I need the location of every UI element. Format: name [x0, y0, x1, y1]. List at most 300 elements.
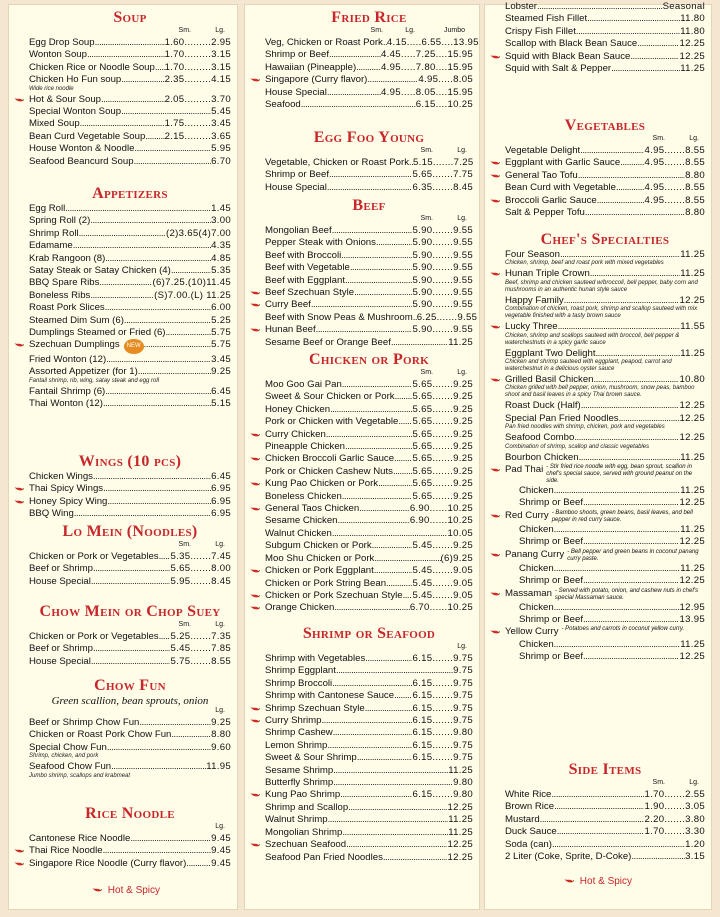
menu-item [505, 524, 705, 536]
item-name: General Taos Chicken [265, 503, 360, 515]
size-label-lg: Lg. [457, 643, 467, 650]
item-name: Egg Drop Soup [29, 37, 95, 48]
item-name: Seafood Beancurd Soup [29, 155, 134, 167]
dot-leader [631, 851, 685, 863]
size-label-sm: Sm. [370, 27, 383, 34]
item-price: 11.25 [680, 485, 705, 497]
item-price: 6.15.......9.75 [412, 702, 473, 714]
item-name: Egg Roll [29, 203, 66, 214]
item-description: Jumbo shrimp, scallops and krabmeat [29, 772, 131, 779]
menu-item [265, 814, 473, 826]
dot-leader [332, 225, 413, 237]
item-name: Eggplant with Garlic Sauce [505, 157, 621, 169]
pepper-icon [490, 467, 500, 473]
dot-leader [583, 575, 679, 587]
menu-item [265, 416, 473, 428]
pepper-icon [14, 486, 24, 492]
menu-item [29, 49, 231, 61]
item-price: 12.25 [447, 851, 473, 863]
section-title: Soup [113, 9, 147, 26]
size-header [265, 369, 473, 379]
menu-item [505, 249, 705, 261]
item-name: Bean Curd Vegetable Soup [29, 130, 146, 142]
item-price: 5.65.......8.00 [170, 563, 231, 575]
menu-item [29, 327, 231, 339]
menu-item [265, 379, 473, 391]
size-header [29, 707, 231, 717]
item-name: Honey Chicken [265, 403, 331, 415]
item-price: 1.45 [211, 203, 231, 214]
dot-leader [103, 845, 212, 857]
item-price: 12.25 [679, 651, 705, 663]
menu-item [265, 391, 473, 403]
item-price: 12.25 [447, 801, 473, 813]
menu-section [29, 523, 231, 588]
item-name: Shrimp Broccoli [265, 677, 333, 689]
item-name: Sesame Chicken [265, 515, 338, 527]
dot-leader [101, 94, 165, 106]
menu-item [265, 49, 473, 61]
dot-leader [65, 203, 211, 215]
size-header [29, 621, 231, 631]
menu-item [29, 106, 231, 118]
dot-leader [73, 240, 211, 252]
item-price: 6.25.......9.55 [416, 311, 478, 323]
menu-section [29, 9, 231, 168]
item-price: 5.45.......9.05 [412, 589, 473, 601]
menu-item [265, 540, 473, 552]
item-name: Four Season [505, 249, 560, 260]
pepper-icon [490, 160, 500, 166]
item-name: House Special [265, 86, 327, 98]
menu-item [505, 814, 705, 826]
item-price: 4.95.....7.80....15.95 [381, 61, 473, 73]
dot-leader [322, 715, 413, 727]
item-price: 1.75.........3.45 [164, 118, 231, 130]
pepper-icon [490, 173, 500, 179]
dot-leader [334, 602, 409, 614]
item-name: White Rice [505, 789, 552, 800]
pepper-icon [250, 568, 260, 574]
item-name: Shrimp with Cantonese Sauce [265, 690, 395, 702]
item-name: Veg, Chicken or Roast Pork [265, 37, 383, 48]
dot-leader [585, 207, 685, 219]
menu-column-1 [8, 4, 238, 910]
dot-leader [378, 478, 412, 490]
size-header [505, 135, 705, 145]
menu-item [29, 833, 231, 845]
item-price: 5.65.......9.25 [412, 441, 473, 453]
dot-leader [578, 170, 685, 182]
dot-leader [554, 602, 680, 614]
item-name: Fried Wonton (12) [29, 353, 107, 365]
item-price: 12.25 [679, 38, 705, 50]
item-name: Eggplant Two Delight [505, 347, 596, 359]
size-header [265, 147, 473, 157]
item-name: Sweet & Sour Shrimp [265, 752, 357, 764]
menu-item [505, 63, 705, 75]
item-name: Grilled Basil Chicken [505, 374, 594, 386]
menu-item [505, 801, 705, 813]
item-price: (6)9.25 [440, 552, 473, 564]
dot-leader [332, 678, 412, 690]
dot-leader [80, 118, 165, 130]
item-name: Chicken [519, 601, 554, 613]
menu-item [265, 62, 473, 74]
menu-item [29, 265, 231, 277]
dot-leader [554, 524, 681, 536]
dot-leader [345, 275, 412, 287]
pepper-icon [490, 513, 500, 519]
item-name: Singapore Rice Noodle (Curry flavor) [29, 857, 187, 869]
dot-leader [79, 228, 166, 240]
menu-item [29, 471, 231, 483]
item-price: 12.25 [679, 412, 705, 424]
dot-leader [551, 789, 644, 801]
size-label-sm: Sm. [178, 541, 191, 548]
menu-item [29, 366, 231, 378]
item-price: 4.95.......8.55 [644, 194, 705, 206]
menu-item [265, 578, 473, 590]
item-price: 11.25 [680, 347, 705, 359]
dot-leader [345, 441, 412, 453]
menu-section [505, 761, 705, 863]
menu-item [29, 74, 231, 86]
item-name: Mongolian Shrimp [265, 826, 343, 838]
item-name: Beef Szechuan Style [265, 287, 355, 299]
size-label-sm: Sm. [652, 135, 665, 142]
dot-leader [365, 703, 413, 715]
menu-item [505, 789, 705, 801]
size-label-sm: Sm. [420, 215, 433, 222]
dot-leader [579, 452, 681, 464]
size-label-sm: Sm. [420, 369, 433, 376]
item-price: 5.45.......9.25 [412, 540, 473, 552]
dot-leader [395, 391, 413, 403]
menu-item [29, 315, 231, 327]
item-price: 3.45 [211, 353, 231, 365]
menu-section [29, 805, 231, 870]
item-name: House Special [265, 181, 327, 193]
section-title: Beef [352, 197, 386, 214]
item-price: 12.25 [447, 839, 473, 851]
menu-item [265, 337, 473, 349]
pepper-icon [250, 77, 260, 83]
item-price: 12.25 [679, 575, 705, 587]
item-name: Kung Pao Shrimp [265, 789, 341, 801]
item-name: Pad Thai [505, 464, 544, 476]
dot-leader [554, 801, 644, 813]
dot-leader [121, 106, 211, 118]
legend-label: Hot & Spicy [107, 885, 161, 896]
pepper-icon [250, 792, 260, 798]
menu-item [265, 665, 473, 677]
dot-leader [374, 565, 413, 577]
item-description: Chicken and shrimp sauteed with eggplant, peapod, carrot and waterchestnut in a delicious oyster sauce [505, 359, 672, 373]
item-price: 12.25 [679, 400, 705, 412]
dot-leader [620, 157, 644, 169]
menu-item [265, 839, 473, 851]
item-price: 9.45 [211, 857, 231, 869]
dot-leader [107, 496, 211, 508]
item-name: Happy Family [505, 294, 564, 306]
menu-item [29, 729, 231, 741]
item-name: Chicken Ho Fun soup [29, 74, 122, 86]
menu-item [265, 653, 473, 665]
dot-leader [554, 563, 681, 575]
item-name: Yellow Curry [505, 626, 559, 638]
item-description: - Potatoes and carrots in coconut yellow curry. [561, 626, 685, 633]
item-price: 10.80 [679, 374, 705, 386]
item-description: Wide rice noodle [29, 85, 74, 92]
menu-item [29, 62, 231, 74]
dot-leader [637, 38, 679, 50]
item-description: Shrimp, chicken, and pork [29, 753, 99, 760]
pepper-icon [490, 324, 500, 330]
dot-leader [537, 1, 663, 13]
item-name: Shrimp or Beef [519, 536, 583, 548]
menu-item [505, 464, 705, 485]
item-name: Hunan Beef [265, 324, 316, 336]
menu-item [29, 156, 231, 168]
item-price: 11.25 [448, 336, 473, 348]
dot-leader [327, 182, 413, 194]
size-header [29, 541, 231, 551]
item-price: 5.65.......7.75 [412, 169, 473, 181]
item-price: 4.95.......8.55 [644, 145, 705, 156]
item-name: Roast Pork Slices [29, 302, 105, 314]
menu-item [265, 752, 473, 764]
dot-leader [590, 268, 680, 280]
menu-item [265, 169, 473, 181]
item-name: Hunan Triple Crown [505, 268, 590, 280]
item-name: Seafood Combo [505, 432, 575, 444]
item-price: 12.25 [679, 50, 705, 62]
item-description: Chicken, shrimp and scallops sauteed with broccoli, bell pepper & waterchestnuts in a spicy garlic sauce [505, 332, 680, 346]
pepper-icon [490, 629, 500, 635]
item-name: BBQ Wing [29, 508, 74, 520]
item-name: Kung Pao Chicken or Pork [265, 478, 379, 490]
dot-leader [403, 590, 413, 602]
item-name: Bean Curd with Vegetable [505, 182, 616, 194]
menu-item [265, 453, 473, 465]
item-name: Steamed Fish Fillet [505, 13, 588, 25]
dot-leader [619, 413, 680, 425]
menu-item [29, 386, 231, 398]
item-price: 12.25 [679, 536, 705, 548]
item-name: Singapore (Curry flavor) [265, 74, 368, 86]
item-price: 6.00 [211, 302, 231, 314]
item-price: 5.65.......9.25 [412, 428, 473, 440]
menu-item [265, 87, 473, 99]
menu-item [265, 802, 473, 814]
dot-leader [139, 717, 211, 729]
dot-leader [130, 833, 211, 845]
item-price: 9.60 [211, 741, 231, 753]
item-name: Squid with Black Bean Sauce [505, 50, 631, 62]
pepper-icon [490, 271, 500, 277]
section-title: Rice Noodle [85, 805, 175, 822]
menu-section [265, 625, 473, 864]
menu-item [505, 485, 705, 497]
dot-leader [186, 858, 211, 870]
item-name: Vegetable Delight [505, 145, 581, 156]
dot-leader [87, 49, 165, 61]
dot-leader [330, 404, 412, 416]
dot-leader [580, 145, 644, 157]
dot-leader [583, 497, 679, 509]
dot-leader [301, 99, 416, 111]
item-price: 4.95.......8.55 [644, 182, 705, 194]
menu-item [265, 515, 473, 527]
item-price: 4.95.....8.05 [418, 74, 473, 86]
menu-item [505, 452, 705, 464]
item-price: 5.90.......9.55 [412, 262, 473, 274]
dot-leader [124, 315, 211, 327]
item-name: House Wonton & Noodle [29, 143, 135, 155]
menu-item [29, 742, 231, 754]
menu-section [29, 453, 231, 521]
item-description: - Bamboo shoots, green beans, basil leaves, and bell pepper in red curry sauce. [551, 509, 693, 523]
menu-item [505, 413, 705, 425]
menu-item [505, 614, 705, 626]
item-price: 5.65.......9.25 [412, 416, 473, 428]
size-label-lg: Lg. [405, 27, 415, 34]
menu-item [265, 275, 473, 287]
item-price: 11.25 [680, 523, 705, 535]
item-description: - Stir fried rice noodle with egg, bean sprout, scallion in chef's special sauce, served with ground peanut on the side. [546, 464, 693, 485]
section-title: Chow Fun [94, 677, 166, 694]
item-price: 6.45 [211, 385, 231, 397]
pepper-icon [92, 885, 102, 896]
menu-item [29, 717, 231, 729]
item-price: 6.15....10.25 [415, 99, 473, 111]
item-name: Soda (can) [505, 838, 552, 850]
menu-item [265, 429, 473, 441]
item-name: Shrimp or Beef [265, 49, 329, 61]
hot-spicy-legend [92, 885, 160, 896]
menu-item [265, 690, 473, 702]
menu-item [505, 626, 705, 638]
item-name: Thai Spicy Wings [29, 483, 104, 495]
dot-leader [583, 651, 679, 663]
pepper-icon [490, 377, 500, 383]
item-name: Pepper Steak with Onions [265, 237, 376, 249]
item-description: Chicken grilled with bell pepper, onion, mushroom, snow peas, bamboo shoot and basil leaves in a spicy Thai brown sauce. [505, 385, 695, 399]
menu-item [505, 563, 705, 575]
item-price: 6.95 [211, 508, 231, 520]
menu-section [265, 129, 473, 194]
size-label-jumbo: Jumbo [443, 27, 465, 34]
item-name: Scallop with Black Bean Sauce [505, 38, 638, 50]
pepper-icon [250, 432, 260, 438]
menu-item [265, 250, 473, 262]
item-price: 4.85 [211, 252, 231, 264]
item-name: House Special [29, 655, 91, 667]
item-price: 5.45.......9.05 [412, 565, 473, 577]
menu-item [265, 37, 479, 49]
menu-section [29, 603, 231, 668]
item-name: Hot & Sour Soup [29, 93, 101, 105]
item-price: 5.90.......9.55 [412, 274, 473, 286]
item-price: 5.65.......9.25 [412, 465, 473, 477]
dot-leader [342, 827, 448, 839]
item-price: 9.25 [211, 717, 231, 728]
item-name: Shrimp or Beef [519, 651, 583, 663]
new-badge: NEW [124, 339, 144, 353]
section-title: Fried Rice [331, 9, 407, 26]
dot-leader [333, 727, 413, 739]
item-price: 8.80 [685, 207, 705, 219]
item-name: Chicken or Pork Eggplant [265, 565, 374, 577]
item-name: Special Chow Fun [29, 741, 107, 753]
menu-item [29, 483, 231, 495]
pepper-icon [564, 876, 574, 887]
pepper-icon [250, 290, 260, 296]
size-label-lg: Lg. [457, 369, 467, 376]
size-header [505, 779, 705, 789]
item-name: Pineapple Chicken [265, 441, 346, 453]
menu-item [29, 496, 231, 508]
item-name: Chicken [519, 485, 554, 497]
menu-item [505, 374, 705, 386]
dot-leader [329, 169, 412, 181]
item-name: Butterfly Shrimp [265, 777, 334, 789]
dot-leader [540, 814, 645, 826]
dot-leader [394, 690, 412, 702]
item-name: Special Wonton Soup [29, 106, 122, 118]
item-name: Chicken or Pork Szechuan Style [265, 589, 403, 601]
menu-item [265, 715, 473, 727]
item-name: Curry Beef [265, 299, 311, 311]
dot-leader [611, 63, 680, 75]
section-note: Green scallion, bean sprouts, onion [51, 695, 209, 707]
pepper-icon [250, 302, 260, 308]
menu-item [505, 575, 705, 587]
pepper-icon [14, 342, 24, 348]
item-price: 6.15.......9.75 [412, 739, 473, 751]
item-description: Combination of chicken, roast pork, shrimp and scallop sauteed with mix vegetable finished with a tasty brown sauce [505, 306, 698, 320]
item-price: 3.00 [211, 215, 231, 227]
dot-leader [564, 295, 680, 307]
menu-item [29, 761, 231, 773]
item-name: Curry Shrimp [265, 715, 322, 727]
item-price: 6.15.......9.80 [412, 727, 473, 739]
item-price: 1.70.........3.15 [164, 61, 231, 73]
dot-leader [144, 339, 211, 351]
item-name: Seafood Pan Fried Noodles [265, 851, 383, 863]
section-title: Vegetables [564, 117, 646, 134]
pepper-icon [250, 593, 260, 599]
menu-section [265, 351, 473, 615]
item-price: 9.45 [211, 845, 231, 857]
menu-item [29, 398, 231, 410]
item-price: 9.45 [211, 833, 231, 844]
size-label-lg: Lg. [457, 215, 467, 222]
menu-item [265, 491, 473, 503]
section-title: Chicken or Pork [308, 351, 429, 368]
item-name: Duck Sauce [505, 826, 557, 838]
item-name: Massaman [505, 587, 552, 599]
item-description: Chicken, shrimp, beef and roast pork with mixed vegetables [505, 260, 664, 267]
menu-item [265, 99, 473, 111]
dot-leader [348, 802, 447, 814]
menu-item [505, 157, 705, 169]
menu-item [29, 508, 231, 520]
item-price: 6.90......10.25 [409, 515, 473, 527]
menu-column-2 [244, 4, 480, 910]
item-name: Honey Spicy Wing [29, 495, 108, 507]
